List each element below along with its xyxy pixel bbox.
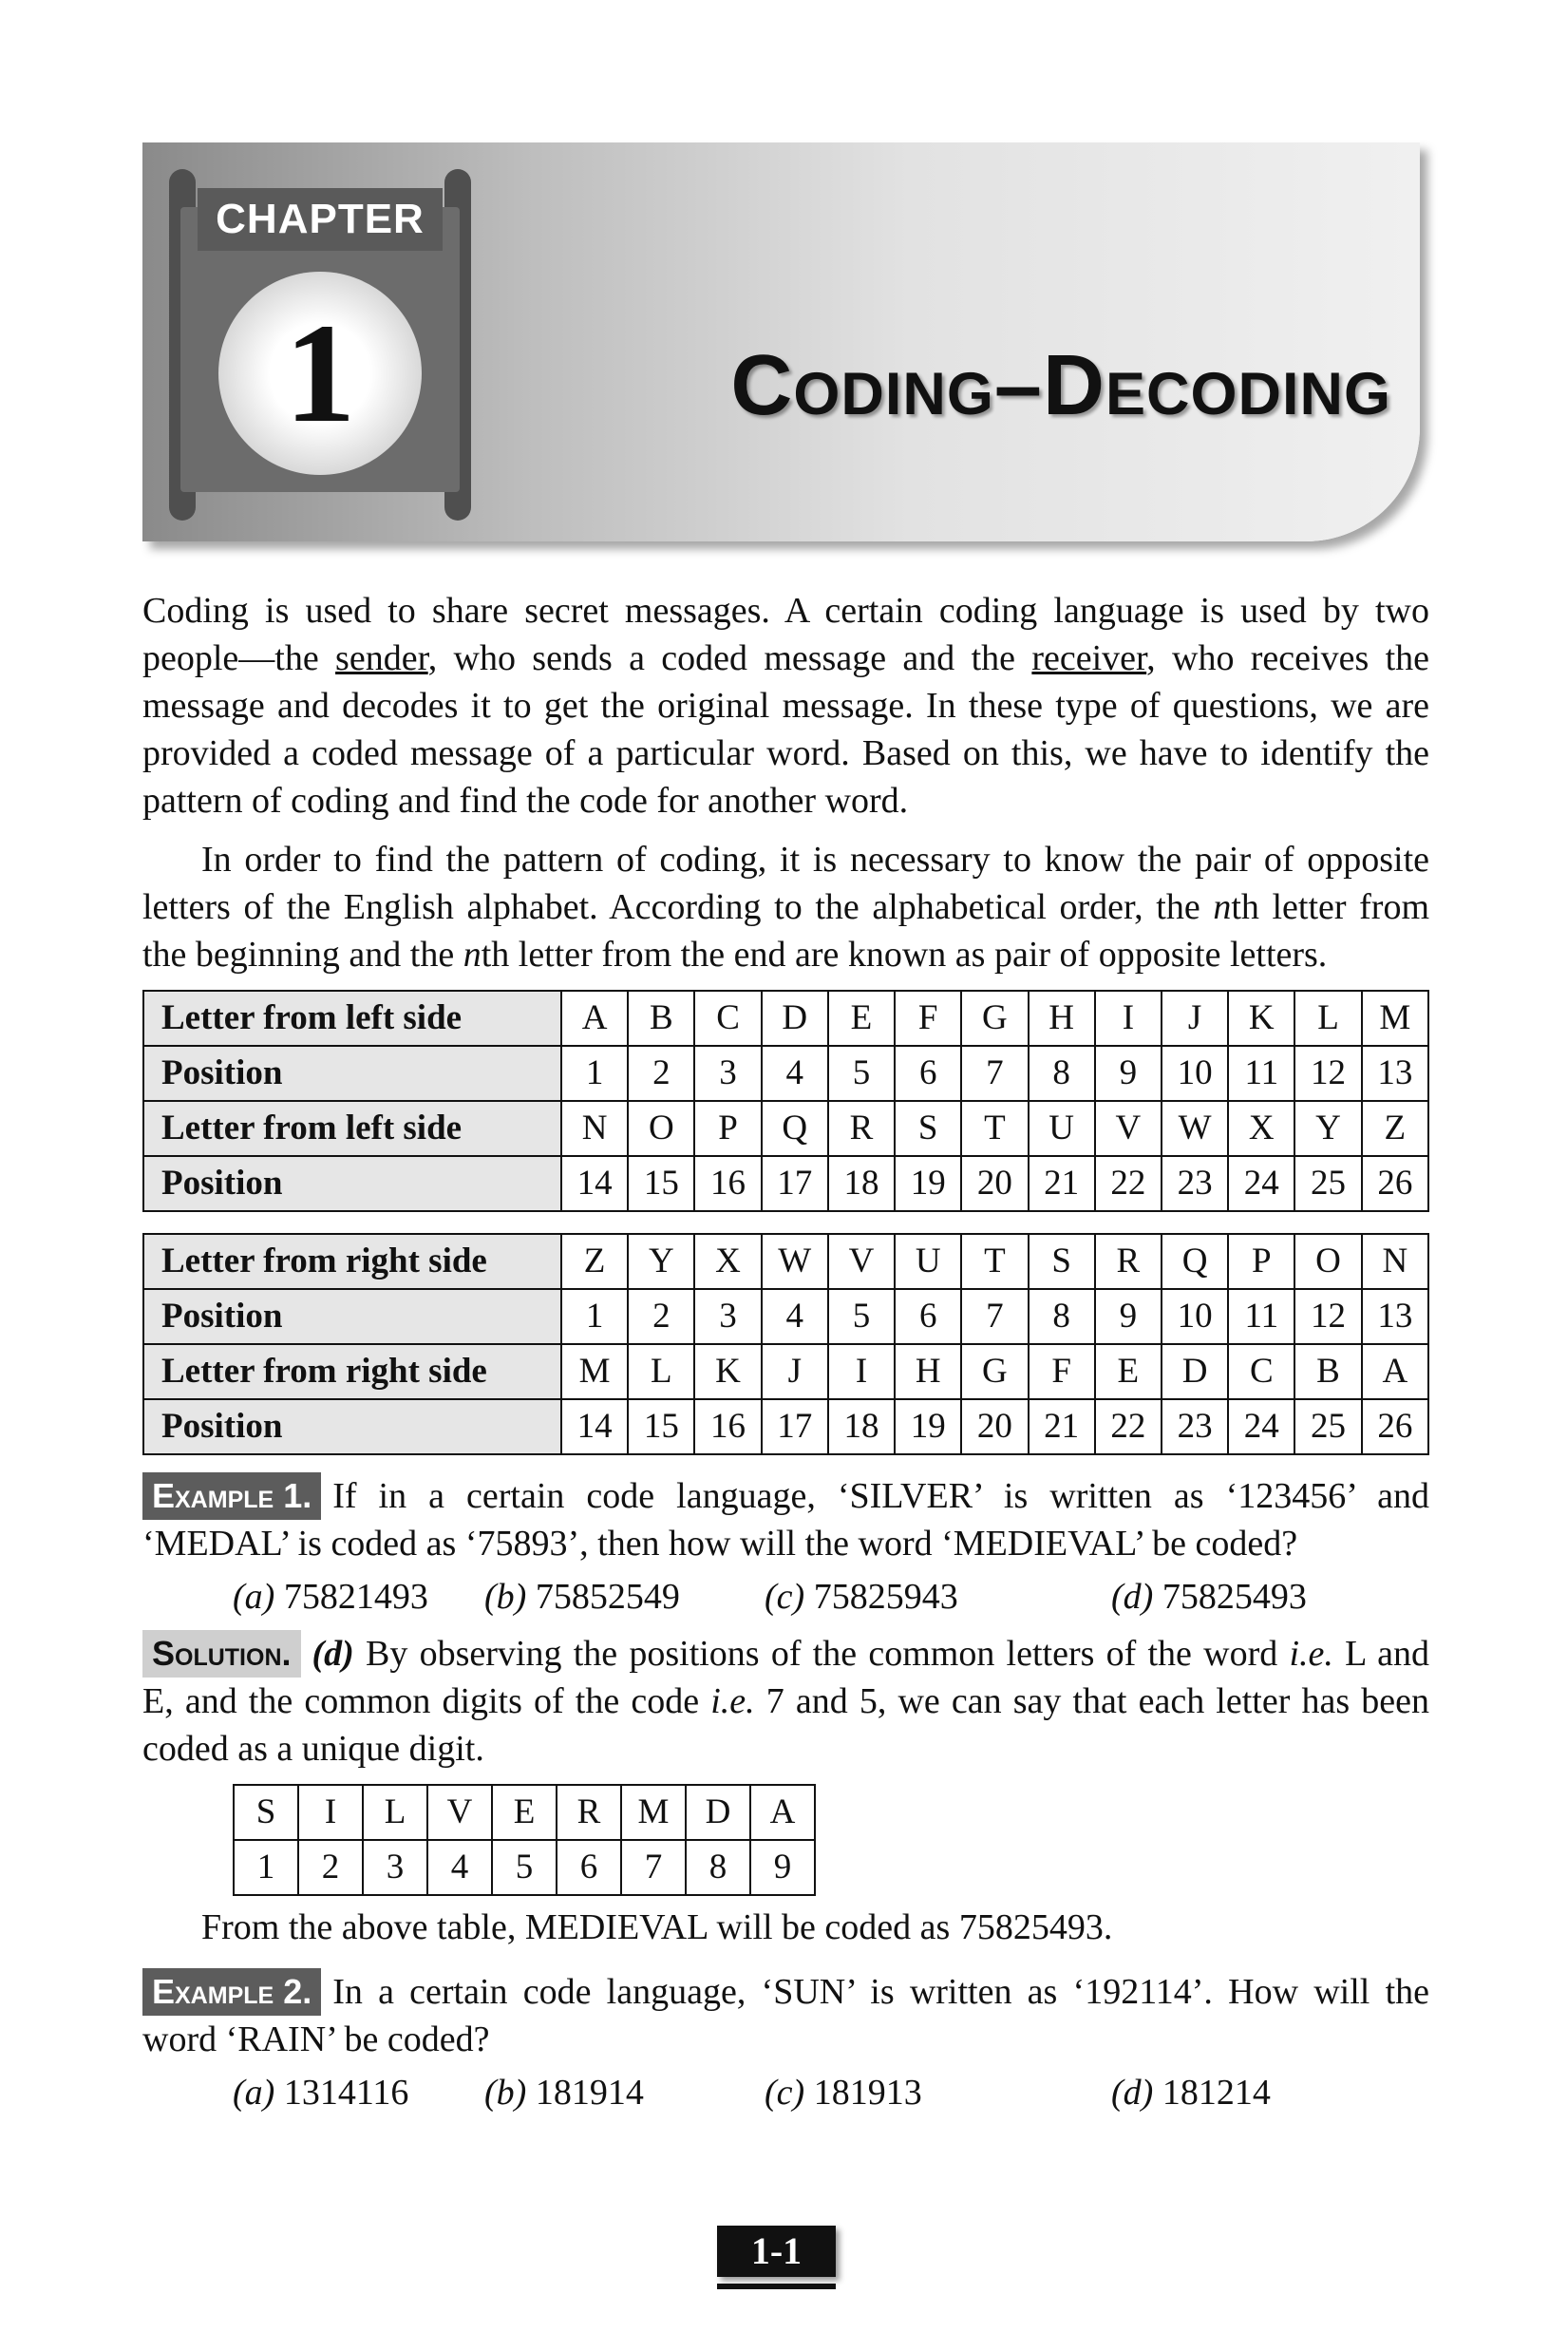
table-cell: L — [628, 1344, 694, 1399]
intro-text: , who sends a coded message and the — [427, 638, 1032, 678]
option-value: 75821493 — [274, 1577, 428, 1617]
chapter-number: 1 — [284, 294, 356, 452]
table-cell: D — [762, 991, 828, 1046]
table-cell: D — [686, 1785, 750, 1840]
table-cell: J — [1162, 991, 1228, 1046]
table-cell: K — [694, 1344, 761, 1399]
chapter-number-circle — [218, 272, 422, 475]
table-cell: Y — [1294, 1101, 1361, 1156]
table-cell: 26 — [1362, 1399, 1428, 1454]
table-row — [143, 1234, 1428, 1289]
table-cell: 25 — [1294, 1399, 1361, 1454]
option-key: (a) — [233, 2073, 275, 2113]
option-value: 181913 — [804, 2073, 922, 2113]
option-key: (d) — [1111, 2073, 1154, 2113]
option-3 — [765, 2069, 1111, 2116]
table-cell: E — [492, 1785, 557, 1840]
table-cell: 3 — [694, 1289, 761, 1344]
intro-text: , who receives the message and decodes it to get the original message. In these type of questions, we are provided a coded message of a particular word. Based on this, we have to identify the pattern of coding and find the code for another word. — [142, 638, 1429, 821]
table-cell: 21 — [1029, 1156, 1095, 1211]
table-cell: 7 — [621, 1840, 686, 1895]
table-cell: 11 — [1228, 1289, 1294, 1344]
intro-text: th letter from the beginning and the — [142, 887, 1430, 975]
table-cell: N — [1362, 1234, 1428, 1289]
table-row — [143, 991, 1428, 1046]
example-2-tag: Example 2. — [142, 1968, 321, 2016]
table-cell: 6 — [557, 1840, 621, 1895]
table-cell: F — [1029, 1344, 1095, 1399]
table-cell: 10 — [1162, 1289, 1228, 1344]
option-value: 75825493 — [1153, 1577, 1307, 1617]
example-2-options — [142, 2069, 1429, 2116]
option-key: (b) — [484, 2073, 527, 2113]
table-cell: 4 — [762, 1046, 828, 1101]
intro-text: In order to find the pattern of coding, it is necessary to know the pair of opposite letters of the English alphabet. According to the alphabetical order, the — [142, 840, 1429, 927]
table-cell: 12 — [1294, 1289, 1361, 1344]
table-cell: 8 — [1029, 1289, 1095, 1344]
solution-answer: (d) — [312, 1634, 354, 1674]
term-receiver: receiver — [1031, 638, 1147, 678]
table-cell: 17 — [762, 1156, 828, 1211]
row-label: Letter from left side — [143, 1101, 561, 1156]
table-cell: 7 — [961, 1289, 1028, 1344]
row-label: Position — [143, 1046, 561, 1101]
table-cell: R — [1095, 1234, 1162, 1289]
table-cell: 10 — [1162, 1046, 1228, 1101]
chapter-banner — [142, 142, 1420, 541]
math-n: n — [1213, 887, 1232, 927]
right-side-letter-table — [142, 1233, 1429, 1455]
table-cell: T — [961, 1234, 1028, 1289]
table-cell: 16 — [694, 1399, 761, 1454]
math-n: n — [463, 935, 482, 975]
table-row — [234, 1840, 815, 1895]
table-cell: C — [694, 991, 761, 1046]
table-cell: 8 — [686, 1840, 750, 1895]
option-4 — [1111, 2069, 1358, 2116]
option-value: 75825943 — [804, 1577, 958, 1617]
table-cell: 26 — [1362, 1156, 1428, 1211]
example-1-question: If in a certain code language, ‘SILVER’ is written as ‘123456’ and ‘MEDAL’ is coded as ‘75893’, then how will the word ‘MEDIEVAL’ be coded? — [142, 1476, 1429, 1564]
table-cell: A — [1362, 1344, 1428, 1399]
table-cell: W — [1162, 1101, 1228, 1156]
row-label: Letter from right side — [143, 1344, 561, 1399]
table-cell: I — [828, 1344, 895, 1399]
table-cell: 15 — [628, 1156, 694, 1211]
table-cell: M — [1362, 991, 1428, 1046]
table-cell: 2 — [628, 1289, 694, 1344]
table-cell: 24 — [1228, 1399, 1294, 1454]
option-value: 181914 — [526, 2073, 644, 2113]
table-cell: U — [1029, 1101, 1095, 1156]
table-cell: 25 — [1294, 1156, 1361, 1211]
table-cell: V — [427, 1785, 492, 1840]
table-cell: M — [621, 1785, 686, 1840]
table-cell: 22 — [1095, 1156, 1162, 1211]
solution-conclusion: From the above table, MEDIEVAL will be coded as 75825493. — [201, 1907, 1113, 1947]
table-cell: 6 — [895, 1046, 961, 1101]
table-cell: 20 — [961, 1156, 1028, 1211]
table-cell: B — [628, 991, 694, 1046]
table-cell: X — [1228, 1101, 1294, 1156]
solution-1 — [142, 1630, 1429, 1951]
table-cell: 4 — [427, 1840, 492, 1895]
table-cell: A — [750, 1785, 815, 1840]
table-cell: E — [828, 991, 895, 1046]
table-cell: J — [762, 1344, 828, 1399]
table-cell: F — [895, 991, 961, 1046]
option-key: (d) — [1111, 1577, 1154, 1617]
example-2-question-block — [142, 1968, 1429, 2063]
table-cell: V — [828, 1234, 895, 1289]
option-1 — [233, 1573, 484, 1621]
table-cell: P — [694, 1101, 761, 1156]
example-2 — [142, 1968, 1429, 2116]
option-value: 75852549 — [526, 1577, 680, 1617]
option-key: (c) — [765, 1577, 805, 1617]
example-1-question-block — [142, 1472, 1429, 1567]
table-cell: V — [1095, 1101, 1162, 1156]
row-label: Position — [143, 1156, 561, 1211]
page-content — [142, 587, 1429, 2126]
table-row — [234, 1785, 815, 1840]
intro-text: th letter from the end are known as pair of opposite letters. — [481, 935, 1328, 975]
table-cell: 9 — [1095, 1046, 1162, 1101]
table-cell: 19 — [895, 1156, 961, 1211]
table-cell: 14 — [561, 1156, 628, 1211]
table-cell: 14 — [561, 1399, 628, 1454]
term-sender: sender — [335, 638, 428, 678]
table-cell: O — [1294, 1234, 1361, 1289]
intro-text: Coding is used to share secret messages. A certain coding language is used by two people—the — [142, 591, 1429, 678]
table-cell: 5 — [492, 1840, 557, 1895]
table-cell: 1 — [561, 1289, 628, 1344]
table-cell: H — [895, 1344, 961, 1399]
table-cell: 6 — [895, 1289, 961, 1344]
table-cell: M — [561, 1344, 628, 1399]
table-cell: 9 — [750, 1840, 815, 1895]
intro-paragraph-2 — [142, 836, 1429, 978]
table-cell: 13 — [1362, 1289, 1428, 1344]
table-cell: I — [1095, 991, 1162, 1046]
option-key: (b) — [484, 1577, 527, 1617]
table-cell: 5 — [828, 1046, 895, 1101]
solution-tag: Solution. — [142, 1630, 301, 1678]
table-cell: 22 — [1095, 1399, 1162, 1454]
table-cell: R — [828, 1101, 895, 1156]
table-cell: K — [1228, 991, 1294, 1046]
option-1 — [233, 2069, 484, 2116]
table-cell: Q — [762, 1101, 828, 1156]
table-cell: H — [1029, 991, 1095, 1046]
row-label: Letter from left side — [143, 991, 561, 1046]
table-row — [143, 1101, 1428, 1156]
table-cell: S — [895, 1101, 961, 1156]
option-value: 181214 — [1153, 2073, 1271, 2113]
table-row — [143, 1046, 1428, 1101]
table-cell: G — [961, 1344, 1028, 1399]
table-cell: D — [1162, 1344, 1228, 1399]
table-cell: 2 — [628, 1046, 694, 1101]
solution-text: L and E, and the common digits of the code — [142, 1634, 1430, 1721]
option-key: (a) — [233, 1577, 275, 1617]
table-cell: 23 — [1162, 1399, 1228, 1454]
table-row — [143, 1289, 1428, 1344]
table-cell: T — [961, 1101, 1028, 1156]
ie-abbrev: i.e. — [710, 1681, 755, 1721]
table-cell: S — [1029, 1234, 1095, 1289]
table-cell: S — [234, 1785, 298, 1840]
table-cell: L — [1294, 991, 1361, 1046]
table-cell: 13 — [1362, 1046, 1428, 1101]
table-cell: G — [961, 991, 1028, 1046]
table-cell: 23 — [1162, 1156, 1228, 1211]
page-number-underline — [717, 2284, 836, 2289]
table-cell: 15 — [628, 1399, 694, 1454]
option-3 — [765, 1573, 1111, 1621]
table-cell: 1 — [234, 1840, 298, 1895]
table-row — [143, 1156, 1428, 1211]
intro-paragraph-1 — [142, 587, 1429, 825]
table-cell: N — [561, 1101, 628, 1156]
table-cell: 3 — [694, 1046, 761, 1101]
table-cell: 8 — [1029, 1046, 1095, 1101]
example-1 — [142, 1472, 1429, 1621]
row-label: Position — [143, 1289, 561, 1344]
table-cell: 24 — [1228, 1156, 1294, 1211]
solution-code-table — [233, 1784, 816, 1896]
table-cell: O — [628, 1101, 694, 1156]
table-cell: E — [1095, 1344, 1162, 1399]
solution-text: 7 and 5, we can say that each letter has been coded as a unique digit. — [142, 1681, 1429, 1769]
table-cell: R — [557, 1785, 621, 1840]
chapter-title: Coding–Decoding — [730, 338, 1391, 433]
table-cell: 7 — [961, 1046, 1028, 1101]
table-cell: U — [895, 1234, 961, 1289]
table-cell: 12 — [1294, 1046, 1361, 1101]
option-key: (c) — [765, 2073, 805, 2113]
table-cell: I — [298, 1785, 363, 1840]
table-cell: 2 — [298, 1840, 363, 1895]
table-cell: 9 — [1095, 1289, 1162, 1344]
table-cell: Q — [1162, 1234, 1228, 1289]
solution-1-text — [142, 1630, 1429, 1773]
table-cell: 3 — [363, 1840, 427, 1895]
table-row — [143, 1344, 1428, 1399]
solution-text: By observing the positions of the common letters of the word — [353, 1634, 1290, 1674]
page-number: 1-1 — [717, 2226, 836, 2277]
table-cell: P — [1228, 1234, 1294, 1289]
row-label: Letter from right side — [143, 1234, 561, 1289]
chapter-label: CHAPTER — [198, 188, 443, 251]
ie-abbrev: i.e. — [1289, 1634, 1333, 1674]
table-cell: 1 — [561, 1046, 628, 1101]
example-2-question: In a certain code language, ‘SUN’ is written as ‘192114’. How will the word ‘RAIN’ be coded? — [142, 1972, 1429, 2059]
option-2 — [484, 2069, 765, 2116]
option-2 — [484, 1573, 765, 1621]
table-cell: 18 — [828, 1156, 895, 1211]
option-4 — [1111, 1573, 1358, 1621]
table-cell: Y — [628, 1234, 694, 1289]
table-cell: 11 — [1228, 1046, 1294, 1101]
row-label: Position — [143, 1399, 561, 1454]
left-side-letter-table — [142, 990, 1429, 1212]
example-1-options — [142, 1573, 1429, 1621]
table-cell: A — [561, 991, 628, 1046]
table-row — [143, 1399, 1428, 1454]
option-value: 1314116 — [274, 2073, 409, 2113]
example-1-tag: Example 1. — [142, 1472, 321, 1520]
table-cell: B — [1294, 1344, 1361, 1399]
table-cell: 21 — [1029, 1399, 1095, 1454]
table-cell: Z — [561, 1234, 628, 1289]
table-cell: 16 — [694, 1156, 761, 1211]
table-cell: Z — [1362, 1101, 1428, 1156]
table-cell: 5 — [828, 1289, 895, 1344]
table-cell: 4 — [762, 1289, 828, 1344]
table-cell: C — [1228, 1344, 1294, 1399]
table-cell: 18 — [828, 1399, 895, 1454]
table-cell: 20 — [961, 1399, 1028, 1454]
chapter-scroll-emblem — [169, 169, 471, 521]
table-cell: W — [762, 1234, 828, 1289]
table-cell: X — [694, 1234, 761, 1289]
table-cell: 19 — [895, 1399, 961, 1454]
table-cell: 17 — [762, 1399, 828, 1454]
table-cell: L — [363, 1785, 427, 1840]
